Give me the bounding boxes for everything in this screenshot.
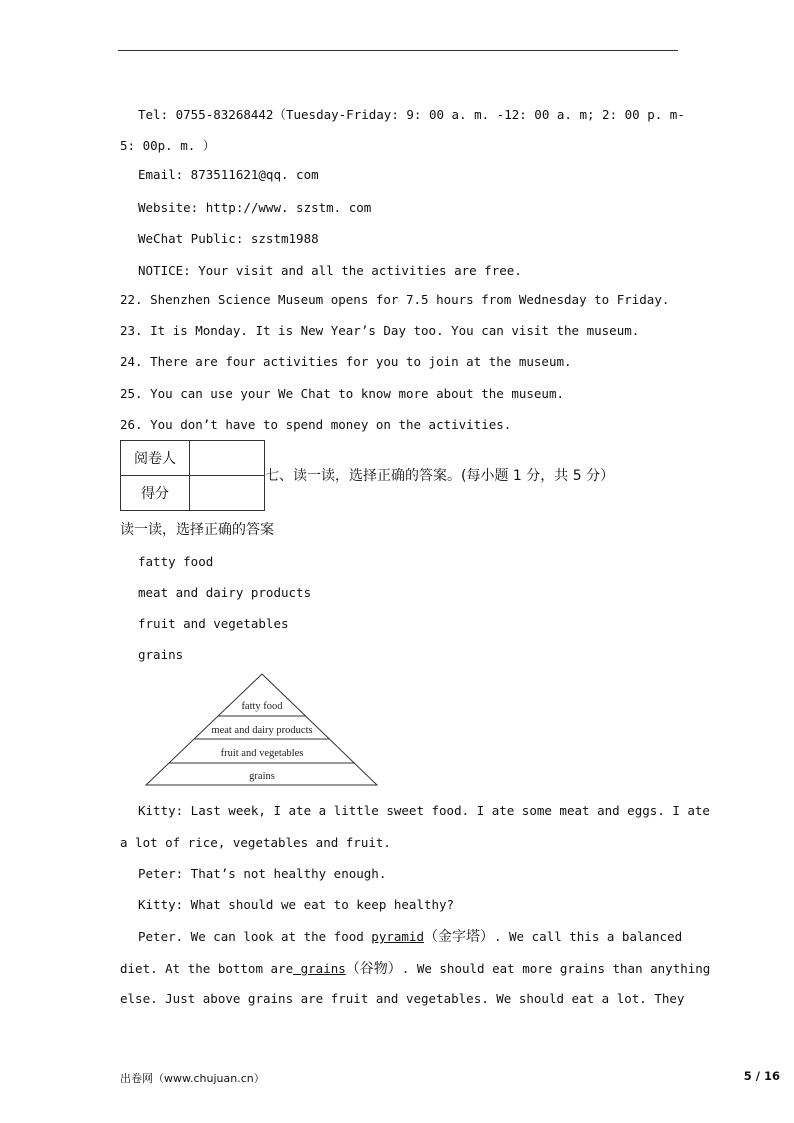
statement-22: 22. Shenzhen Science Museum opens for 7.5 hours from Wednesday to Friday. — [120, 292, 670, 307]
dialogue-peter-2-cont-2: else. Just above grains are fruit and vegetables. We should eat a lot. They — [120, 991, 685, 1006]
statement-25: 25. You can use your We Chat to know more about the museum. — [120, 386, 565, 401]
dialogue-kitty-2: Kitty: What should we eat to keep healthy? — [138, 897, 455, 912]
food-list-item: meat and dairy products — [138, 585, 312, 600]
peter-2-text-end: . We call this a balanced — [493, 929, 683, 944]
wechat-line: WeChat Public: szstm1988 — [138, 231, 319, 246]
reviewer-label: 阅卷人 — [121, 441, 190, 476]
email-line: Email: 873511621@qq. com — [138, 167, 319, 182]
page-number: 5 / 16 — [743, 1069, 780, 1083]
keyword-grains: grains — [293, 961, 346, 976]
reviewer-field[interactable] — [190, 441, 265, 476]
score-table — [120, 440, 265, 511]
keyword-pyramid: pyramid — [371, 929, 424, 944]
pyramid-label-fatty: fatty food — [241, 701, 283, 712]
notice-line: NOTICE: Your visit and all the activities are free. — [138, 263, 522, 278]
website-line: Website: http://www. szstm. com — [138, 200, 372, 215]
food-pyramid-figure — [144, 672, 380, 788]
peter-2-text: Peter. We can look at the food — [138, 929, 372, 944]
peter-2-cont-text: diet. At the bottom are — [120, 961, 294, 976]
peter-2-cont-end: . We should eat more grains than anything — [401, 961, 711, 976]
statement-23: 23. It is Monday. It is New Year’s Day too. You can visit the museum. — [120, 323, 640, 338]
dialogue-peter-1: Peter: That’s not healthy enough. — [138, 866, 387, 881]
food-list-item: fatty food — [138, 554, 214, 569]
food-list-item: fruit and vegetables — [138, 616, 289, 631]
header-rule — [118, 50, 678, 51]
pyramid-label-fruit: fruit and vegetables — [220, 748, 304, 759]
section-subtitle: 读一读，选择正确的答案 — [120, 522, 274, 538]
pyramid-label-grains: grains — [249, 771, 275, 782]
dialogue-kitty-1-cont: a lot of rice, vegetables and fruit. — [120, 835, 391, 850]
dialogue-peter-2 — [138, 926, 682, 946]
score-label: 得分 — [121, 476, 190, 511]
dialogue-kitty-1: Kitty: Last week, I ate a little sweet food. I ate some meat and eggs. I ate — [138, 803, 710, 818]
gloss-grains: （谷物） — [345, 961, 402, 977]
gloss-pyramid: （金字塔） — [423, 929, 494, 945]
footer-source: 出卷网（www.chujuan.cn） — [120, 1072, 265, 1085]
tel-line-2: 5: 00p. m. ） — [120, 138, 216, 153]
statement-24: 24. There are four activities for you to join at the museum. — [120, 354, 572, 369]
food-list-item: grains — [138, 647, 184, 662]
score-field[interactable] — [190, 476, 265, 511]
section-title: 七、读一读，选择正确的答案。(每小题 1 分，共 5 分） — [265, 468, 615, 484]
dialogue-peter-2-cont — [120, 958, 710, 978]
pyramid-label-meat: meat and dairy products — [211, 725, 313, 736]
tel-line-1: Tel: 0755-83268442（Tuesday-Friday: 9: 00 a. m. -12: 00 a. m; 2: 00 p. m- — [138, 107, 685, 122]
statement-26: 26. You don’t have to spend money on the activities. — [120, 417, 512, 432]
